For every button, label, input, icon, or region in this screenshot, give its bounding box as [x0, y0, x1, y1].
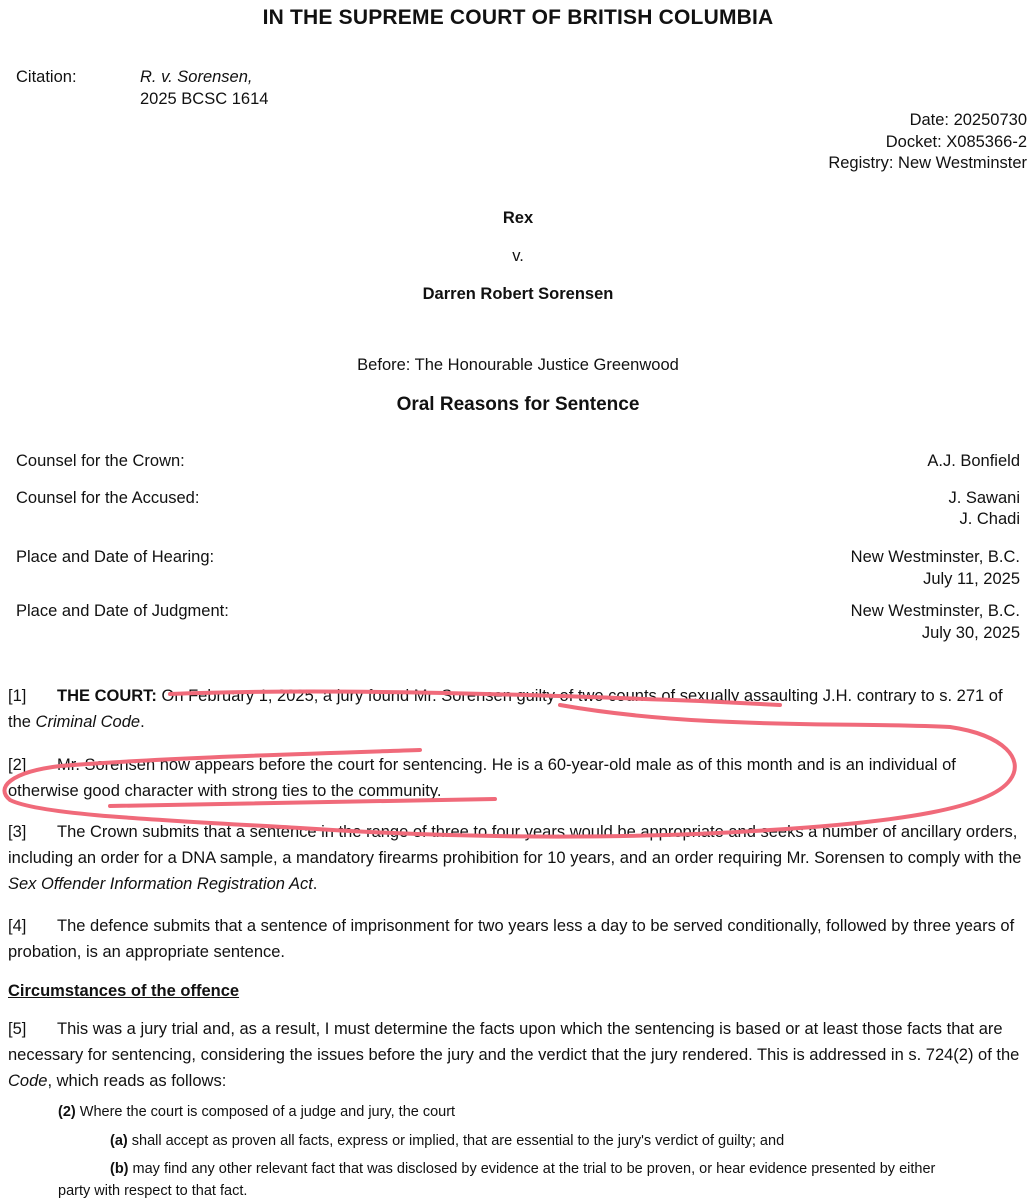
hearing-label: Place and Date of Hearing:	[16, 548, 215, 566]
court-title: IN THE SUPREME COURT OF BRITISH COLUMBIA	[262, 6, 774, 29]
paragraph-2	[8, 752, 1023, 804]
paragraph-italic: Criminal Code	[35, 713, 141, 731]
judgment-label: Place and Date of Judgment:	[16, 602, 229, 620]
versus: v.	[512, 247, 524, 265]
citation-label: Citation:	[16, 68, 77, 86]
section-heading: Circumstances of the offence	[8, 982, 240, 1000]
paragraph-5	[8, 1016, 1023, 1094]
citation-name: R. v. Sorensen,	[140, 68, 253, 86]
judgment-date: Date: 20250730	[909, 111, 1027, 129]
statute-clause-a	[110, 1130, 1010, 1152]
paragraph-text-end: , which reads as follows:	[47, 1072, 227, 1090]
hearing-date: July 11, 2025	[923, 570, 1020, 588]
judgment-date-line: July 30, 2025	[921, 624, 1020, 642]
citation-reference: 2025 BCSC 1614	[140, 90, 269, 108]
statute-subsection-number: (2)	[58, 1104, 76, 1120]
registry: Registry: New Westminster	[828, 154, 1027, 172]
clause-label: (b)	[110, 1161, 129, 1177]
paragraph-text-end: .	[140, 713, 145, 731]
party-plaintiff: Rex	[502, 209, 534, 227]
judgment-place: New Westminster, B.C.	[850, 602, 1020, 620]
paragraph-text-end: .	[312, 875, 318, 893]
document-title: Oral Reasons for Sentence	[396, 394, 640, 415]
clause-text: shall accept as proven all facts, express or implied, that are essential to the jury's verdict of guilty; and	[127, 1133, 785, 1149]
counsel-accused-label: Counsel for the Accused:	[16, 489, 200, 507]
paragraph-1	[8, 683, 1023, 735]
statute-clause-b	[58, 1158, 958, 1202]
paragraph-lead: THE COURT:	[57, 687, 157, 705]
statute-quote-intro	[58, 1101, 1008, 1123]
paragraph-number: [2]	[8, 756, 27, 774]
paragraph-number: [3]	[8, 823, 27, 841]
paragraph-3	[8, 819, 1023, 897]
paragraph-italic: Code	[8, 1072, 48, 1090]
docket-number: Docket: X085366-2	[885, 133, 1027, 151]
paragraph-italic: Sex Offender Information Registration Act	[8, 875, 313, 893]
paragraph-text: On February 1, 2025, a jury found Mr. Sorensen guilty of two counts of sexually assaulting J.H. contrary to s. 271 of the	[8, 687, 1003, 731]
counsel-crown-value: A.J. Bonfield	[927, 452, 1020, 470]
hearing-place: New Westminster, B.C.	[850, 548, 1020, 566]
clause-text: may find any other relevant fact that was disclosed by evidence at the trial to be proven, or hear evidence presented by either party with respect to that fact.	[58, 1161, 936, 1199]
counsel-accused-value-1: J. Sawani	[948, 489, 1020, 507]
paragraph-text: The defence submits that a sentence of imprisonment for two years less a day to be served conditionally, followed by three years of probation, is an appropriate sentence.	[8, 917, 1015, 961]
paragraph-number: [1]	[8, 687, 27, 705]
paragraph-number: [5]	[8, 1020, 27, 1038]
clause-label: (a)	[110, 1133, 128, 1149]
statute-intro-text: Where the court is composed of a judge and jury, the court	[75, 1104, 456, 1120]
party-defendant: Darren Robert Sorensen	[422, 285, 614, 303]
paragraph-number: [4]	[8, 917, 27, 935]
paragraph-text: Mr. Sorensen now appears before the court for sentencing. He is a 60-year-old male as of this month and is an individual of otherwise good character with strong ties to the community.	[8, 756, 956, 800]
counsel-accused-value-2: J. Chadi	[959, 510, 1020, 528]
paragraph-4	[8, 913, 1023, 965]
paragraph-text: This was a jury trial and, as a result, I must determine the facts upon which the sentencing is based or at least those facts that are necessary for sentencing, considering the issues before the jury and the verdict that the jury rendered. This is addressed in s. 724(2) of the	[8, 1020, 1020, 1064]
presiding-judge: Before: The Honourable Justice Greenwood	[357, 356, 679, 374]
counsel-crown-label: Counsel for the Crown:	[16, 452, 185, 470]
paragraph-text: The Crown submits that a sentence in the range of three to four years would be appropriate and seeks a number of ancillary orders, including an order for a DNA sample, a mandatory firearms prohibition for 10 years, and an order requiring Mr. Sorensen to comply with the	[8, 823, 1022, 867]
